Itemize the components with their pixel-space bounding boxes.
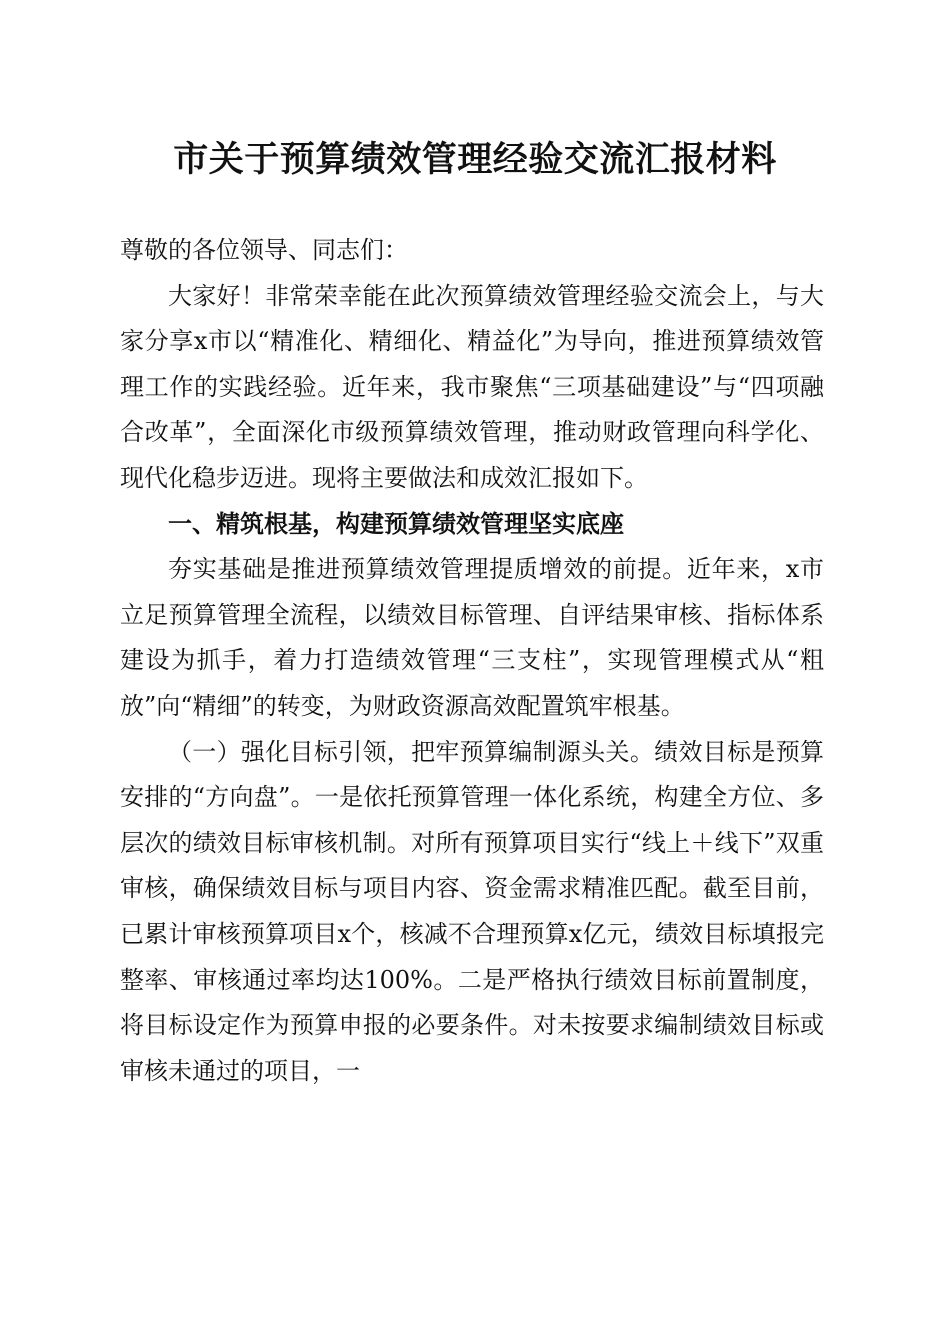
intro-paragraph: 大家好！非常荣幸能在此次预算绩效管理经验交流会上，与大家分享x市以“精准化、精细化、精益化”为导向，推进预算绩效管理工作的实践经验。近年来，我市聚焦“三项基础建设”与“四项融合改革”，全面深化市级预算绩效管理，推动财政管理向科学化、现代化稳步迈进。现将主要做法和成效汇报如下。	[120, 281, 824, 492]
document-body	[120, 228, 824, 1094]
section-1-heading: 一、精筑根基，构建预算绩效管理坚实底座	[168, 509, 624, 538]
salutation: 尊敬的各位领导、同志们：	[120, 236, 408, 264]
section-1-paragraph: 夯实基础是推进预算绩效管理提质增效的前提。近年来，x市立足预算管理全流程，以绩效目标管理、自评结果审核、指标体系建设为抓手，着力打造绩效管理“三支柱”，实现管理模式从“粗放”向“精细”的转变，为财政资源高效配置筑牢根基。	[120, 555, 824, 720]
subsection-1-lead: （一）强化目标引领，把牢预算编制源头关。	[168, 737, 655, 766]
subsection-1-text: 绩效目标是预算安排的“方向盘”。一是依托预算管理一体化系统，构建全方位、多层次的绩效目标审核机制。对所有预算项目实行“线上＋线下”双重审核，确保绩效目标与项目内容、资金需求精准匹配。截至目前，已累计审核预算项目x个，核减不合理预算x亿元，绩效目标填报完整率、审核通过率均达100%。二是严格执行绩效目标前置制度，将目标设定作为预算申报的必要条件。对未按要求编制绩效目标或审核未通过的项目，一	[120, 737, 825, 1085]
document-title: 市关于预算绩效管理经验交流汇报材料	[173, 140, 777, 180]
subsection-1-paragraph	[120, 730, 824, 1095]
